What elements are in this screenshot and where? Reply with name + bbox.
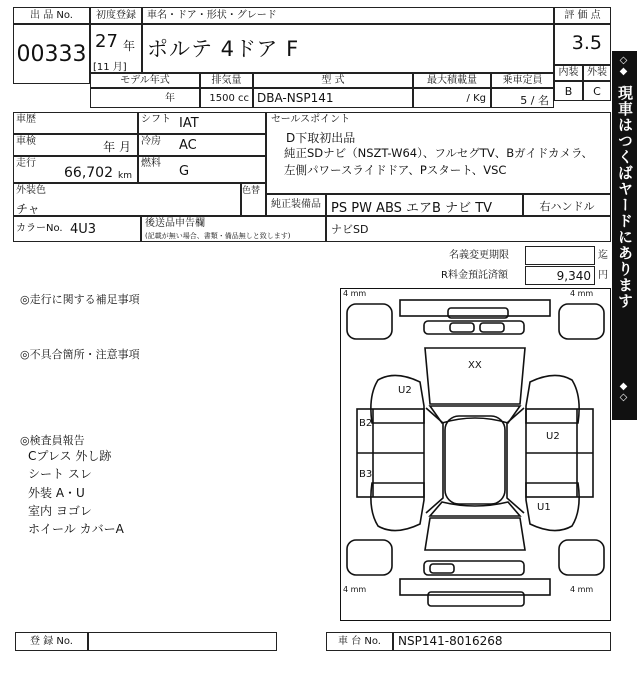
color-change-cell [241, 183, 266, 216]
cap-value: 5 / 名 [520, 94, 549, 107]
chassis-label-cell [326, 632, 393, 651]
model-year-label: モデル年式 [120, 75, 170, 86]
reg-month: [11 月] [93, 62, 127, 73]
lot-number: 00333 [16, 42, 87, 67]
reg-no-label-cell [15, 632, 88, 651]
car-diagram [340, 288, 611, 621]
fuel-value: G [179, 164, 190, 179]
model-year-cell [90, 88, 200, 108]
inspector-line-5: ホイール カバーA [28, 522, 124, 536]
reg-year-unit: 年 [123, 39, 136, 53]
colorno-cell [13, 216, 141, 242]
shift-label: シフト [141, 114, 171, 125]
after-label: 後送品申告欄 [145, 218, 205, 229]
load-label-cell [413, 73, 491, 88]
colorno-label: カラーNo. [16, 223, 63, 234]
handle-value: 右ハンドル [539, 200, 595, 213]
load-label: 最大積載量 [427, 75, 477, 86]
reg-year: 27 [95, 31, 118, 52]
ac-value: AC [179, 138, 197, 153]
tire-mark-rl: 4 mm [343, 585, 367, 594]
mileage-unit: km [118, 171, 132, 181]
driving-notes-title: ◎走行に関する補足事項 [20, 293, 140, 306]
equip-items-cell [326, 194, 523, 216]
defect-notes-title: ◎不具合箇所・注意事項 [20, 348, 140, 361]
yard-location-sidebar [612, 51, 637, 420]
damage-mark-xx: XX [468, 360, 482, 371]
inspection-value: 年 月 [103, 140, 131, 154]
load-unit: / Kg [466, 93, 486, 104]
inspection-cell [13, 134, 138, 156]
ac-label: 冷房 [141, 136, 161, 147]
history-label: 車歴 [16, 114, 36, 125]
inspector-line-4: 室内 ヨゴレ [28, 504, 92, 518]
sidebar-text: 現車はつくばヤードにあります [616, 85, 634, 309]
ext-color-value: チャ [16, 202, 40, 216]
history-cell [13, 112, 138, 134]
handle-cell [523, 194, 611, 216]
car-diagram-svg [340, 288, 611, 621]
after-value: ナビSD [331, 223, 369, 236]
score-cell [554, 24, 611, 65]
after-note: (記載が無い場合、書類・備品無しと致します) [145, 232, 291, 240]
cap-label-cell [491, 73, 554, 88]
ext-label-cell [583, 65, 611, 81]
name-change-label: 名義変更期限 [449, 250, 509, 261]
car-name: ポルテ 4ドア F [147, 37, 300, 61]
name-change-box [525, 246, 595, 265]
mileage-label: 走行 [16, 158, 36, 169]
tire-mark-fl: 4 mm [343, 289, 367, 298]
int-grade: B [564, 85, 573, 98]
chassis-value: NSP141-8016268 [398, 634, 503, 648]
cap-label: 乗車定員 [502, 75, 543, 86]
reg-no-cell [88, 632, 277, 651]
ext-color-label: 外装色 [16, 185, 46, 196]
inspection-label: 車検 [16, 136, 36, 147]
lot-no-cell [13, 24, 90, 84]
tire-mark-rr: 4 mm [570, 585, 594, 594]
equip-items: PS PW ABS エアB ナビ TV [331, 201, 493, 216]
after-cell [141, 216, 326, 242]
recycle-box [525, 266, 595, 285]
colorno-value: 4U3 [70, 222, 97, 237]
cc-label: 排気量 [211, 75, 242, 86]
shift-value: IAT [179, 116, 199, 131]
sales-title: セールスポイント [271, 114, 351, 125]
ext-color-cell [13, 183, 241, 216]
fuel-label: 燃料 [141, 158, 161, 169]
load-cell [413, 88, 491, 108]
recycle-value: 9,340 [556, 269, 591, 283]
cc-cell [200, 88, 253, 108]
sales-line-3: 左側パワースライドドア、Pスタート、VSC [284, 163, 507, 177]
recycle-label: R料金預託済額 [441, 270, 508, 281]
cap-cell [491, 88, 554, 108]
int-label: 内装 [558, 67, 579, 78]
model-year-unit: 年 [165, 93, 175, 104]
inspector-title: ◎検査員報告 [20, 434, 85, 447]
int-label-cell [554, 65, 583, 81]
damage-mark-u2-left: U2 [398, 385, 412, 396]
type-value: DBA-NSP141 [257, 91, 334, 105]
fuel-cell [138, 156, 266, 183]
car-label-cell [142, 7, 554, 24]
lot-label-cell [13, 7, 90, 24]
chassis-cell [393, 632, 611, 651]
cc-label-cell [200, 73, 253, 88]
recycle-unit: 円 [598, 270, 608, 281]
equip-label-cell [266, 194, 326, 216]
mileage-cell [13, 156, 138, 183]
ext-grade: C [593, 85, 601, 98]
score-label: 評 価 点 [564, 10, 601, 21]
lot-label: 出 品 No. [30, 10, 73, 21]
tire-mark-fr: 4 mm [570, 289, 594, 298]
cc-value: 1500 cc [209, 93, 249, 104]
damage-mark-u1: U1 [537, 502, 551, 513]
reg-value-cell [90, 24, 142, 73]
chassis-label: 車 台 No. [338, 636, 381, 647]
ac-cell [138, 134, 266, 156]
ext-label: 外装 [587, 67, 607, 78]
after-value-cell [326, 216, 611, 242]
damage-mark-b3: B3 [359, 469, 373, 480]
car-name-cell [142, 24, 554, 73]
type-label-cell [253, 73, 413, 88]
equip-label: 純正装備品 [271, 199, 321, 210]
sales-line-1: D下取初出品 [286, 131, 356, 145]
score-label-cell [554, 7, 611, 24]
car-label: 車名・ドア・形状・グレード [147, 10, 277, 21]
sales-line-2: 純正SDナビ（NSZT-W64）、フルセグTV、Bガイドカメラ、 [284, 146, 594, 160]
inspector-line-1: Cプレス 外し跡 [28, 449, 112, 463]
sidebar-diamond-bottom: ◆◇ [618, 381, 629, 403]
inspector-line-2: シート スレ [28, 467, 92, 481]
damage-mark-u2-right: U2 [546, 431, 560, 442]
sales-point-box [266, 112, 611, 194]
int-grade-cell [554, 81, 583, 101]
type-cell [253, 88, 413, 108]
model-year-label-cell [90, 73, 200, 88]
sidebar-diamond-top: ◇◆ [618, 55, 629, 77]
name-change-unit: 迄 [598, 250, 608, 261]
inspector-line-3: 外装 A・U [28, 486, 85, 500]
shift-cell [138, 112, 266, 134]
damage-mark-b2: B2 [359, 418, 373, 429]
score-value: 3.5 [571, 32, 602, 54]
mileage-value: 66,702 [64, 165, 113, 181]
ext-grade-cell [583, 81, 611, 101]
reg-no-label: 登 録 No. [30, 636, 73, 647]
type-label: 型 式 [321, 75, 345, 86]
color-change-label: 色替 [242, 186, 261, 196]
reg-label-cell [90, 7, 142, 24]
reg-label: 初度登録 [96, 10, 136, 21]
